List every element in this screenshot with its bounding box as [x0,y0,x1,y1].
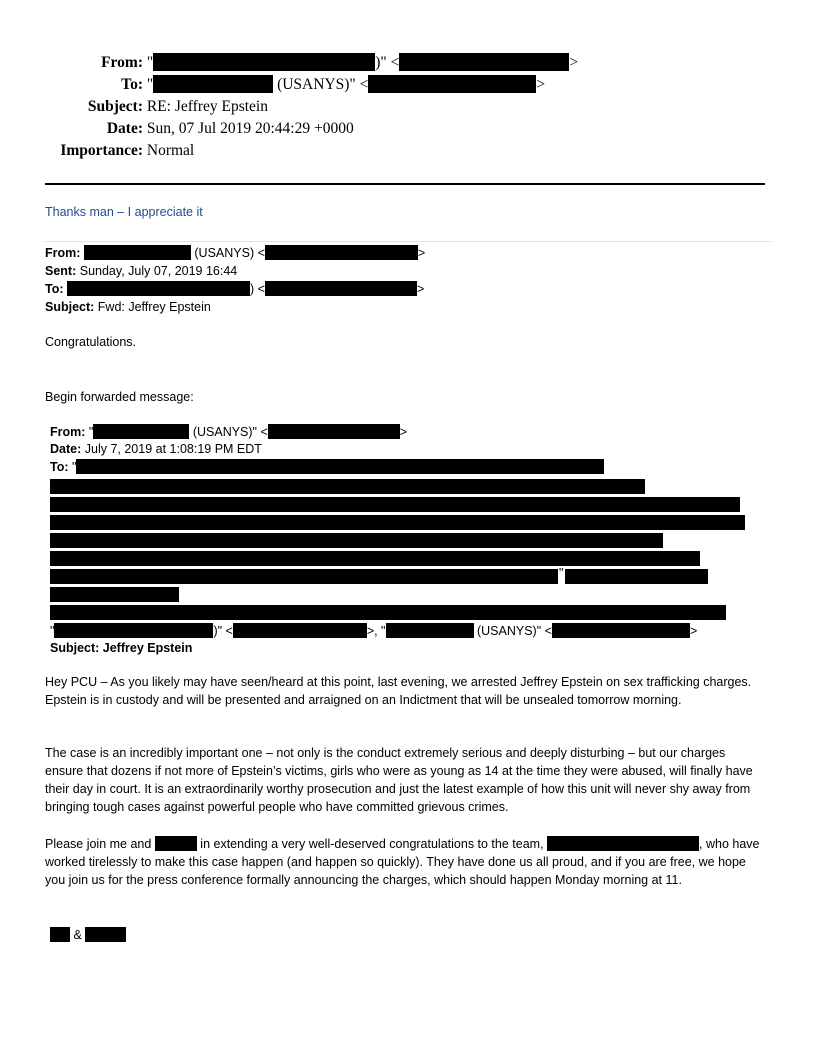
redaction [76,459,604,474]
fwd2-from: From: " (USANYS)" < > [50,425,408,439]
header-importance: Importance: Normal [60,142,195,159]
fwd2-subject: Subject: Jeffrey Epstein [50,641,193,655]
begin-forwarded: Begin forwarded message: [45,390,194,404]
redaction [93,424,189,439]
fwd2-date: Date: July 7, 2019 at 1:08:19 PM EDT [50,442,262,456]
redaction [50,515,745,530]
redaction [153,53,375,71]
redaction [50,569,558,584]
redaction [67,281,250,296]
body-paragraph: Hey PCU – As you likely may have seen/heard at this point, last evening, we arrested Jeffrey Epstein on sex trafficking charges. Epstein is in custody and will be presented and arraigned on an Indictment that will be unsealed tomorrow morning. [45,675,752,707]
fwd1-from: From: (USANYS) < > [45,246,426,260]
fwd1-body: Congratulations. [45,335,137,349]
redaction [265,245,418,260]
divider [45,241,771,242]
redaction [386,623,474,638]
redaction [265,281,417,296]
fwd1-sent: Sent: Sunday, July 07, 2019 16:44 [45,264,238,278]
redaction [50,533,663,548]
header-to: To: " (USANYS)" < > [121,76,546,93]
header-from: From: " )" < > [101,54,579,71]
redaction [50,605,726,620]
redaction [84,245,191,260]
body-paragraph: Please join me and in extending a very well-deserved congratulations to the team, , who have worked tirelessly to make this case happen (and happen so quickly). They have done us all proud, and if you are free, we hope you join us for the press conference formally announcing the charges, which should happen Monday morning at 11. [45,837,760,887]
body-paragraph: The case is an incredibly important one – not only is the conduct extremely serious and deeply disturbing – but our charges ensure that dozens if not more of Epstein’s victims, girls who were as young as 14 at the time they were abused, will finally have their day in court. It is an extraordinarily worthy prosecution and just the latest example of how this unit will never shy away from bringing tough cases against powerful people who have committed grievous crimes. [45,746,753,814]
divider [45,183,765,185]
header-subject: Subject: RE: Jeffrey Epstein [87,98,268,115]
redaction [50,927,70,942]
redaction [547,836,699,851]
fwd1-subject: Subject: Fwd: Jeffrey Epstein [45,300,211,314]
quote-mark: " [559,566,564,580]
redaction [153,75,273,93]
fwd1-to: To: ) < > [45,282,425,296]
redaction [565,569,708,584]
redaction [50,497,740,512]
header-date: Date: Sun, 07 Jul 2019 20:44:29 +0000 [106,120,354,137]
redaction [155,836,197,851]
fwd2-cc: " )" < >, " (USANYS)" < > [50,624,698,638]
redaction [268,424,400,439]
redaction [54,623,213,638]
redaction [85,927,126,942]
signature: & [50,927,126,943]
reply-text: Thanks man – I appreciate it [45,205,203,219]
redaction [50,479,645,494]
redaction [399,53,569,71]
fwd2-to: To: " [50,459,604,475]
redaction [233,623,367,638]
redaction [50,587,179,602]
redaction [368,75,536,93]
redaction [50,551,700,566]
redaction [552,623,690,638]
